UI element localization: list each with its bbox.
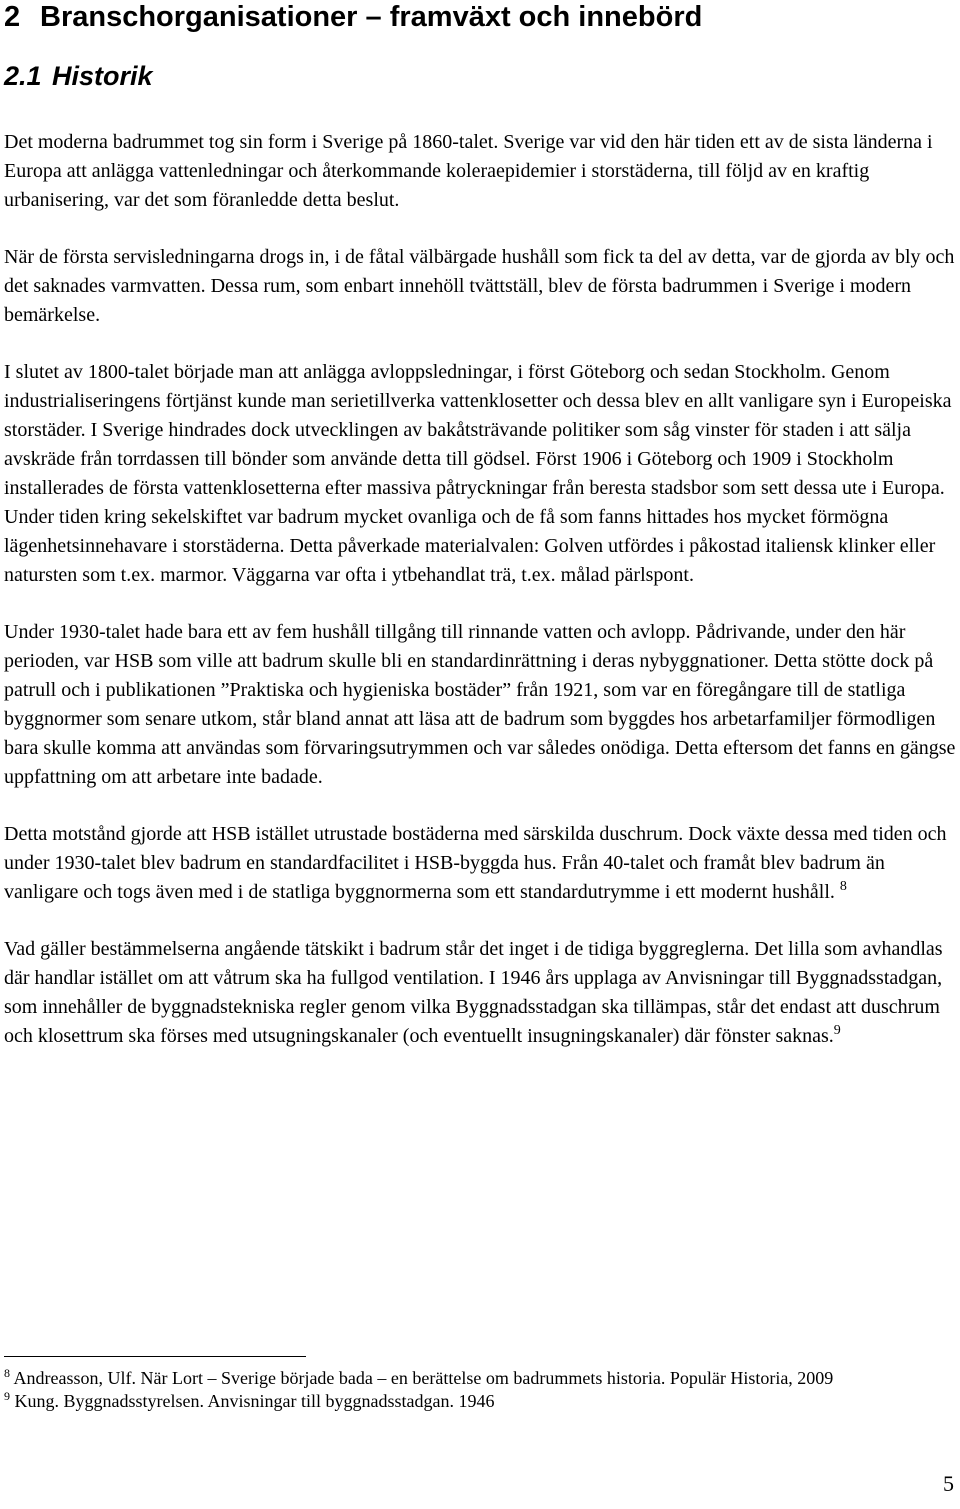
chapter-heading [4,0,702,34]
paragraph-6-text: Detta motstånd gjorde att HSB istället utrustade bostäderna med särskilda duschrum. Dock växte dessa med tiden och under 1930-talet blev badrum en standardfacilitet i HSB-byggda hus. Från 40-talet och framåt blev badrum än vanligare och togs även med i de statliga byggnormerna som ett standardutrymme i ett modernt hushåll. [4,823,947,903]
footnotes [4,1356,956,1413]
body-text [4,128,956,1051]
section-title: Historik [52,61,153,91]
paragraph-3: I slutet av 1800-talet började man att anlägga avloppsledningar, i först Göteborg och sedan Stockholm. Genom industrialiseringens förtjänst kunde man serietillverka vattenklosetter och dessa blev en allt vanligare syn i Europeiska storstäder. I Sverige hindrades dock utvecklingen av bakåtsträvande politiker som såg vinster för staden i att sälja avskräde från torrdassen till bönder som använde detta till gödsel. Först 1906 i Göteborg och 1909 i Stockholm installerades de första vattenklosetterna efter massiva påtryckningar från beresta stadsbor som sett dessa ute i Europa. [4,361,952,499]
paragraph-2: När de första servisledningarna drogs in, i de fåtal välbärgade hushåll som fick ta del av detta, var de gjorda av bly och det saknades varmvatten. Dessa rum, som enbart innehöll tvättställ, blev de första badrummen i Sverige i modern bemärkelse. [4,246,955,326]
footnote-separator [4,1356,306,1357]
footnote-9 [4,1390,956,1413]
footnote-ref-8[interactable]: 8 [839,879,847,894]
footnote-number: 9 [4,1389,10,1403]
footnote-8 [4,1367,956,1390]
page-number: 5 [943,1471,954,1496]
footnote-text: Kung. Byggnadsstyrelsen. Anvisningar till byggnadsstadgan. 1946 [14,1391,495,1411]
footnote-ref-9[interactable]: 9 [833,1023,841,1038]
paragraph-6 [4,820,956,907]
footnote-text: Andreasson, Ulf. När Lort – Sverige började bada – en berättelse om badrummets historia. Populär Historia, 2009 [13,1368,834,1388]
paragraph-7 [4,935,956,1051]
chapter-title: Branschorganisationer – framväxt och innebörd [40,1,703,33]
section-number: 2.1 [4,61,42,91]
paragraph-4: Under tiden kring sekelskiftet var badrum mycket ovanliga och de få som fanns hittades hos mycket förmögna lägenhetsinnehavare i storstäderna. Detta påverkade materialvalen: Golven utfördes i påkostad italiensk klinker eller natursten som t.ex. marmor. Väggarna var ofta i ytbehandlat trä, t.ex. målad pärlspont. [4,506,936,586]
paragraph-5: Under 1930-talet hade bara ett av fem hushåll tillgång till rinnande vatten och avlopp. Pådrivande, under den här perioden, var HSB som ville att badrum skulle bli en standardinrättning i deras nybyggnationer. Detta stötte dock på patrull och i publikationen ”Praktiska och hygieniska bostäder” från 1921, som var en föregångare till de statliga byggnormer som senare utkom, står bland annat att läsa att de badrum som byggdes hos arbetarfamiljer förmodligen bara skulle komma att användas som förvaringsutrymmen och var således onödiga. Detta eftersom det fanns en gängse uppfattning om att arbetare inte badade. [4,621,956,788]
footnote-number: 8 [4,1366,10,1380]
paragraph-7-text: Vad gäller bestämmelserna angående tätskikt i badrum står det inget i de tidiga byggreglerna. Det lilla som avhandlas där handlar istället om att våtrum ska ha fullgod ventilation. I 1946 års upplaga av Anvisningar till Byggnadsstadgan, som innehåller de byggnadstekniska regler genom vilka Byggnadsstadgan ska tillämpas, står det endast att duschrum och klosettrum ska förses med utsugningskanaler (och eventuellt insugningskanaler) där fönster saknas. [4,938,943,1047]
section-heading [4,60,153,92]
chapter-number: 2 [4,1,21,33]
paragraph-1: Det moderna badrummet tog sin form i Sverige på 1860-talet. Sverige var vid den här tiden ett av de sista länderna i Europa att anlägga vattenledningar och återkommande koleraepidemier i storstäderna, till följd av en kraftig urbanisering, var det som föranledde detta beslut. [4,131,933,211]
